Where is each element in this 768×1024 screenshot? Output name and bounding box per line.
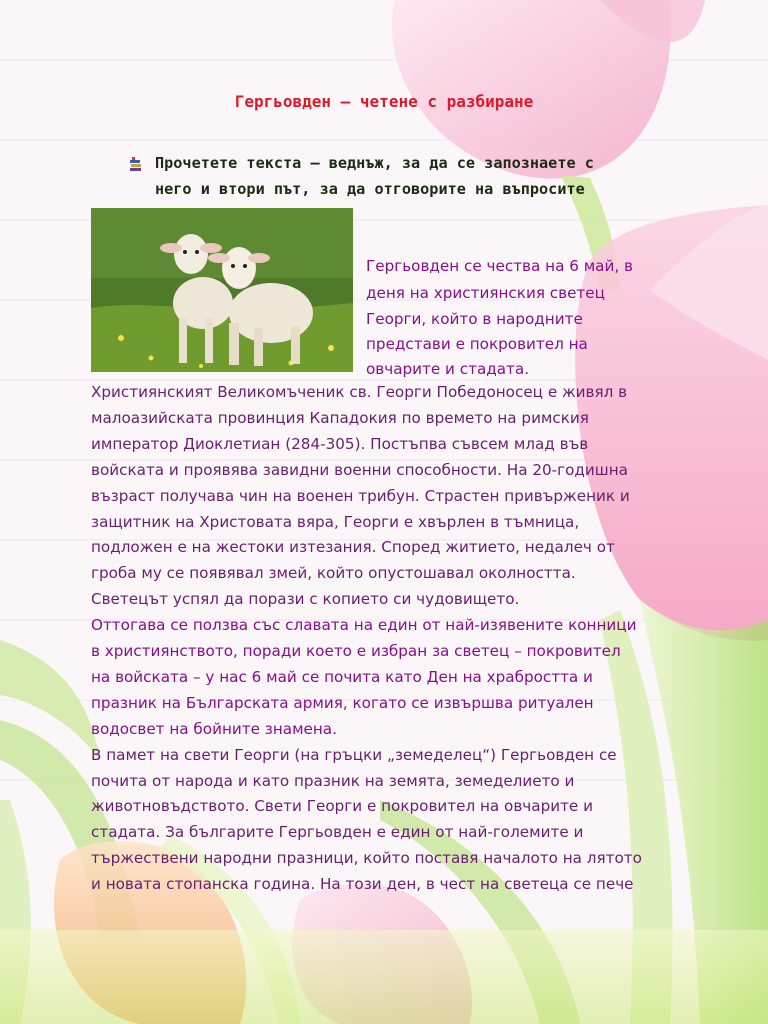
text-line: овчарите и стадата. xyxy=(366,360,530,378)
text-line: Светецът успял да порази с копието си чудовището. xyxy=(91,590,520,609)
text-line: водосвет на бойните знамена. xyxy=(91,719,337,738)
text-line: възраст получава чин на военен трибун. Страстен привърженик и xyxy=(91,486,630,505)
instruction-text xyxy=(155,150,635,202)
text-line: в християнството, поради което е избран за светец – покровител xyxy=(91,642,621,660)
text-line: Християнският Великомъченик св. Георги Победоносец е живял в xyxy=(91,383,628,401)
text-line: император Диоклетиан (284-305). Постъпва съвсем млад във xyxy=(91,434,589,453)
text-line: Георги, който в народните xyxy=(366,310,583,328)
text-line: малоазийската провинция Кападокия по времето на римския xyxy=(91,408,589,427)
text-line: представи е покровител на xyxy=(366,335,588,353)
text-line: подложен е на жестоки изтезания. Според житието, недалеч от xyxy=(91,538,615,557)
lambs-photo xyxy=(91,208,353,372)
text-line: животновъдството. Свети Георги е покровител на овчарите и xyxy=(91,797,593,816)
text-line: Оттогава се ползва със славата на един от най-изявените конници xyxy=(91,616,637,635)
text-line: защитник на Христовата вяра, Георги е хвърлен в тъмница, xyxy=(91,512,580,531)
text-line: на войската – у нас 6 май се почита като Ден на храбростта и xyxy=(91,667,593,686)
text-line: стадата. За българите Гергьовден е един от най-големите и xyxy=(91,823,584,842)
text-line: Гергьовден се чества на 6 май, в xyxy=(366,257,633,275)
text-line: празник на Българската армия, когато се извършва ритуален xyxy=(91,693,594,712)
page-title: Гергьовден – четене с разбиране xyxy=(234,92,534,111)
text-line: тържествени народни празници, който поставя началото на лятото xyxy=(91,849,642,868)
instruction-line: него и втори път, за да отговорите на въпросите xyxy=(155,180,585,198)
text-line: войската и проявява завидни военни способности. На 20-годишна xyxy=(91,460,628,479)
text-line: В памет на свети Георги (на гръцки „земеделец“) Гергьовден се xyxy=(91,745,617,764)
book-stack-icon xyxy=(128,157,144,173)
instruction-line: Прочетете текста – веднъж, за да се запознаете с xyxy=(155,154,594,172)
text-line: гроба му се появявал змей, който опустошавал околността. xyxy=(91,564,576,583)
text-line: почита от народа и като празник на земята, земеделието и xyxy=(91,771,575,790)
text-line: деня на християнския светец xyxy=(366,284,605,302)
text-line: и новата стопанска година. На този ден, в чест на светеца се пече xyxy=(91,875,634,894)
